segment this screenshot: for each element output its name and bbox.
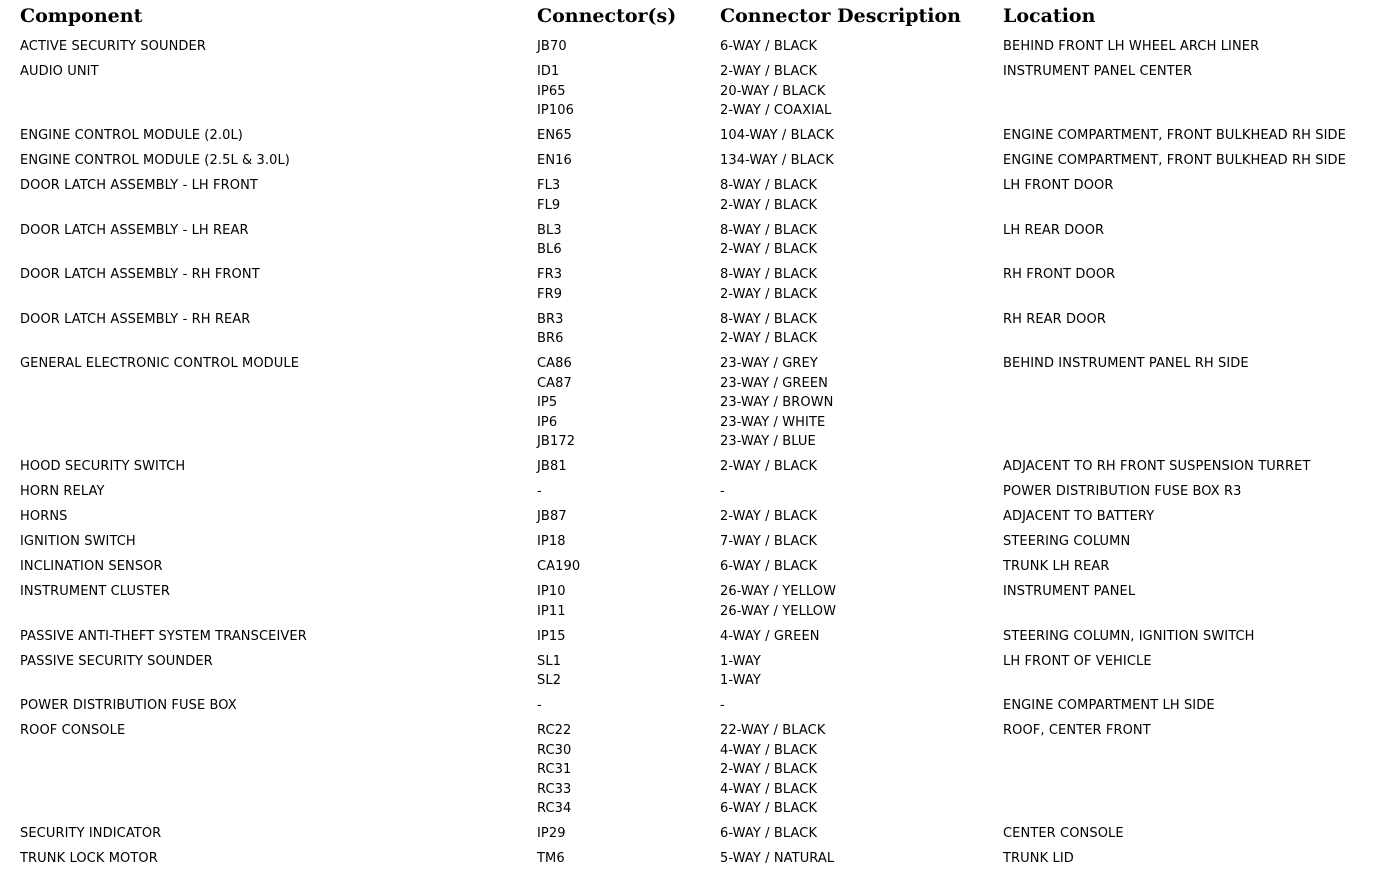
connector-description: 23-WAY / BROWN [720, 395, 834, 410]
component-cell: DOOR LATCH ASSEMBLY - LH FRONT [20, 178, 258, 193]
location-cell: INSTRUMENT PANEL CENTER [1003, 64, 1193, 79]
connector-id: FR3 [537, 267, 563, 282]
connectors-cell [537, 849, 565, 869]
connector-id: - [537, 698, 542, 713]
connector-description: 2-WAY / BLACK [720, 64, 818, 79]
component-cell: AUDIO UNIT [20, 64, 99, 79]
connector-description: 4-WAY / GREEN [720, 628, 820, 644]
connectors-cell [537, 721, 571, 819]
connector-description: 8-WAY / BLACK [720, 311, 818, 327]
description-cell [720, 62, 831, 121]
component-cell: ROOF CONSOLE [20, 723, 126, 738]
location-cell: BEHIND INSTRUMENT PANEL RH SIDE [1003, 356, 1249, 371]
description-cell [720, 532, 817, 552]
description-cell [720, 310, 817, 349]
location-cell: LH REAR DOOR [1003, 222, 1105, 238]
connector-description: 26-WAY / YELLOW [720, 584, 837, 599]
connector-id: RC30 [537, 742, 572, 758]
header-connectors: Connector(s) [537, 5, 677, 27]
description-cell [720, 557, 817, 577]
connector-description: 23-WAY / GREEN [720, 375, 828, 391]
description-cell [720, 507, 817, 527]
description-cell [720, 582, 836, 621]
description-cell [720, 37, 817, 57]
connector-id: FL3 [537, 178, 561, 193]
component-cell: DOOR LATCH ASSEMBLY - RH FRONT [20, 267, 260, 282]
connectors-cell [537, 265, 562, 304]
connectors-cell [537, 151, 572, 171]
connector-description: 1-WAY [720, 653, 761, 669]
connector-id: JB81 [537, 459, 567, 474]
connector-description: 2-WAY / BLACK [720, 331, 818, 346]
component-cell: ENGINE CONTROL MODULE (2.0L) [20, 128, 243, 143]
component-cell: HORNS [20, 509, 68, 524]
connector-id: IP65 [537, 83, 566, 99]
connector-id: - [537, 484, 542, 499]
connector-description: 22-WAY / BLACK [720, 723, 826, 738]
connector-description: 134-WAY / BLACK [720, 153, 834, 168]
connector-description: 8-WAY / BLACK [720, 178, 818, 193]
component-cell: INCLINATION SENSOR [20, 559, 163, 574]
connector-id: BR3 [537, 311, 564, 327]
location-cell: STEERING COLUMN, IGNITION SWITCH [1003, 628, 1255, 644]
description-cell [720, 457, 817, 477]
connector-id: FL9 [537, 197, 561, 213]
connectors-cell [537, 582, 566, 621]
connector-description: 23-WAY / GREY [720, 356, 818, 371]
connector-description: 2-WAY / BLACK [720, 242, 818, 257]
location-cell: RH REAR DOOR [1003, 311, 1106, 327]
connector-id: EN65 [537, 128, 572, 143]
location-cell: BEHIND FRONT LH WHEEL ARCH LINER [1003, 39, 1260, 54]
connector-description: 23-WAY / BLUE [720, 434, 816, 449]
location-cell: ENGINE COMPARTMENT, FRONT BULKHEAD RH SIDE [1003, 153, 1346, 168]
component-cell: DOOR LATCH ASSEMBLY - LH REAR [20, 222, 249, 238]
connector-id: FR9 [537, 286, 563, 302]
connector-id: IP15 [537, 628, 566, 644]
location-cell: ADJACENT TO RH FRONT SUSPENSION TURRET [1003, 459, 1311, 474]
component-cell: INSTRUMENT CLUSTER [20, 584, 170, 599]
connector-id: CA86 [537, 356, 572, 371]
connector-description: 8-WAY / BLACK [720, 222, 818, 238]
connector-id: BL3 [537, 222, 562, 238]
connectors-cell [537, 354, 575, 452]
header-connector-description: Connector Description [720, 5, 961, 27]
connector-description: - [720, 484, 725, 499]
component-cell: HOOD SECURITY SWITCH [20, 459, 186, 474]
location-cell: STEERING COLUMN [1003, 534, 1131, 549]
location-cell: ADJACENT TO BATTERY [1003, 509, 1155, 524]
description-cell [720, 482, 725, 502]
connector-description: 7-WAY / BLACK [720, 534, 818, 549]
component-cell: HORN RELAY [20, 484, 105, 499]
connectors-cell [537, 532, 566, 552]
connector-id: BR6 [537, 331, 564, 346]
component-cell: SECURITY INDICATOR [20, 826, 162, 841]
connectors-cell [537, 457, 567, 477]
connector-id: RC31 [537, 762, 572, 777]
location-cell: TRUNK LH REAR [1003, 559, 1110, 574]
description-cell [720, 627, 820, 647]
component-cell: DOOR LATCH ASSEMBLY - RH REAR [20, 311, 251, 327]
connector-description: 6-WAY / BLACK [720, 801, 818, 816]
connector-id: RC34 [537, 801, 572, 816]
component-cell: PASSIVE ANTI-THEFT SYSTEM TRANSCEIVER [20, 628, 307, 644]
connector-id: IP18 [537, 534, 566, 549]
connector-description: 6-WAY / BLACK [720, 559, 818, 574]
connector-description: 2-WAY / BLACK [720, 509, 818, 524]
connector-id: ID1 [537, 64, 560, 79]
location-cell: ROOF, CENTER FRONT [1003, 723, 1151, 738]
connector-description: 8-WAY / BLACK [720, 267, 818, 282]
description-cell [720, 151, 834, 171]
connector-id: RC22 [537, 723, 572, 738]
connector-id: IP29 [537, 826, 566, 841]
connector-id: IP10 [537, 584, 566, 599]
component-cell: GENERAL ELECTRONIC CONTROL MODULE [20, 356, 300, 371]
connectors-cell [537, 37, 567, 57]
location-cell: ENGINE COMPARTMENT LH SIDE [1003, 698, 1215, 713]
location-cell: INSTRUMENT PANEL [1003, 584, 1136, 599]
component-cell: ENGINE CONTROL MODULE (2.5L & 3.0L) [20, 153, 290, 168]
connector-id: SL1 [537, 653, 562, 669]
connectors-cell [537, 126, 572, 146]
connectors-cell [537, 652, 561, 691]
header-location: Location [1003, 5, 1096, 27]
location-cell: TRUNK LID [1003, 851, 1074, 866]
connectors-cell [537, 176, 560, 215]
connector-description: 2-WAY / BLACK [720, 286, 818, 302]
connector-description: 4-WAY / BLACK [720, 742, 818, 758]
connector-id: EN16 [537, 153, 572, 168]
connector-id: RC33 [537, 781, 572, 797]
connector-id: TM6 [537, 851, 565, 866]
connectors-cell [537, 696, 542, 716]
connector-description: 2-WAY / BLACK [720, 197, 818, 213]
connector-id: IP11 [537, 603, 566, 619]
connector-id: SL2 [537, 673, 562, 688]
location-cell: ENGINE COMPARTMENT, FRONT BULKHEAD RH SIDE [1003, 128, 1346, 143]
description-cell [720, 176, 817, 215]
connector-id: CA87 [537, 375, 572, 391]
location-cell: CENTER CONSOLE [1003, 826, 1124, 841]
connector-description: 104-WAY / BLACK [720, 128, 834, 143]
description-cell [720, 849, 834, 869]
description-cell [720, 221, 817, 260]
connector-description: 6-WAY / BLACK [720, 826, 818, 841]
connector-description: - [720, 698, 725, 713]
connector-description: 6-WAY / BLACK [720, 39, 818, 54]
location-cell: LH FRONT OF VEHICLE [1003, 653, 1152, 669]
connector-id: BL6 [537, 242, 562, 257]
connector-description: 4-WAY / BLACK [720, 781, 818, 797]
component-cell: TRUNK LOCK MOTOR [20, 851, 158, 866]
connector-description: 1-WAY [720, 673, 761, 688]
connectors-cell [537, 482, 542, 502]
connectors-cell [537, 557, 580, 577]
connector-id: CA190 [537, 559, 581, 574]
description-cell [720, 652, 761, 691]
description-cell [720, 354, 833, 452]
component-cell: IGNITION SWITCH [20, 534, 136, 549]
description-cell [720, 265, 817, 304]
component-cell: ACTIVE SECURITY SOUNDER [20, 39, 206, 54]
connector-id: JB172 [537, 434, 576, 449]
header-component: Component [20, 5, 143, 27]
location-cell: POWER DISTRIBUTION FUSE BOX R3 [1003, 484, 1242, 499]
connector-description: 2-WAY / BLACK [720, 762, 818, 777]
connectors-cell [537, 221, 562, 260]
connectors-cell [537, 627, 566, 647]
description-cell [720, 126, 834, 146]
component-cell: POWER DISTRIBUTION FUSE BOX [20, 698, 237, 713]
connector-description: 23-WAY / WHITE [720, 414, 826, 430]
connectors-cell [537, 310, 564, 349]
connector-id: JB87 [537, 509, 567, 524]
description-cell [720, 721, 825, 819]
connectors-cell [537, 507, 567, 527]
connector-description: 5-WAY / NATURAL [720, 851, 835, 866]
component-cell: PASSIVE SECURITY SOUNDER [20, 653, 213, 669]
location-cell: LH FRONT DOOR [1003, 178, 1114, 193]
connector-id: IP6 [537, 414, 558, 430]
connectors-cell [537, 62, 574, 121]
connector-id: IP106 [537, 103, 574, 118]
connector-description: 2-WAY / COAXIAL [720, 103, 832, 118]
description-cell [720, 824, 817, 844]
connector-id: IP5 [537, 395, 558, 410]
connector-description: 26-WAY / YELLOW [720, 603, 837, 619]
description-cell [720, 696, 725, 716]
connector-description: 2-WAY / BLACK [720, 459, 818, 474]
connector-description: 20-WAY / BLACK [720, 83, 826, 99]
location-cell: RH FRONT DOOR [1003, 267, 1116, 282]
connectors-cell [537, 824, 566, 844]
connector-id: JB70 [537, 39, 567, 54]
